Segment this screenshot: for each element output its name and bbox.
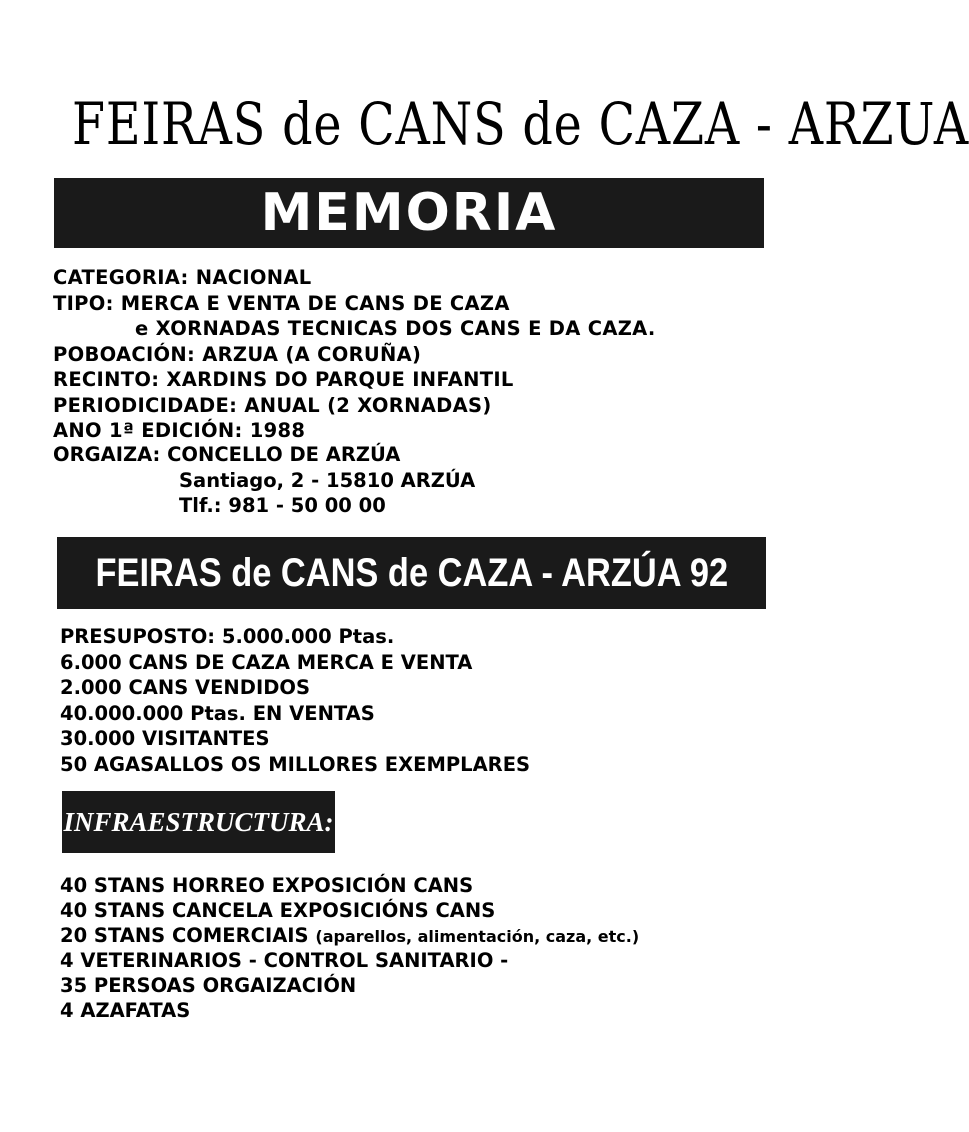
infraestructura-banner [62, 791, 335, 853]
info-tipo-cont: e XORNADAS TECNICAS DOS CANS E DA CAZA. [135, 317, 656, 340]
stat-cans-vendidos: 2.000 CANS VENDIDOS [60, 676, 311, 699]
infra-item [60, 923, 639, 948]
info-list [53, 265, 656, 444]
stats-list [60, 624, 530, 777]
infra-item-main: 20 STANS COMERCIAIS [60, 924, 309, 947]
stat-visitantes: 30.000 VISITANTES [60, 727, 270, 750]
infra-list [60, 873, 639, 1023]
page-title: FEIRAS de CANS de CAZA - ARZUA [72, 90, 969, 158]
info-categoria: CATEGORIA: NACIONAL [53, 266, 312, 289]
organiza-phone: Tlf.: 981 - 50 00 00 [179, 494, 386, 517]
info-ano-edicion: ANO 1ª EDICIÓN: 1988 [53, 419, 306, 442]
memoria-banner-label: MEMORIA [260, 183, 558, 243]
infra-item: 35 PERSOAS ORGAIZACIÓN [60, 974, 357, 997]
infra-item: 40 STANS CANCELA EXPOSICIÓNS CANS [60, 899, 496, 922]
feiras-92-banner [57, 537, 766, 609]
stat-ventas: 40.000.000 Ptas. EN VENTAS [60, 701, 375, 725]
infraestructura-banner-label: INFRAESTRUCTURA: [63, 806, 334, 837]
infra-item: 40 STANS HORREO EXPOSICIÓN CANS [60, 874, 474, 897]
infra-item: 4 VETERINARIOS - CONTROL SANITARIO - [60, 949, 509, 972]
info-periodicidade: PERIODICIDADE: ANUAL (2 XORNADAS) [53, 393, 492, 417]
memoria-banner [54, 178, 764, 248]
info-poboacion: POBOACIÓN: ARZUA (A CORUÑA) [53, 342, 422, 366]
stat-agasallos: 50 AGASALLOS OS MILLORES EXEMPLARES [60, 752, 531, 776]
organiza-address: Santiago, 2 - 15810 ARZÚA [179, 468, 476, 492]
info-tipo: TIPO: MERCA E VENTA DE CANS DE CAZA [53, 291, 510, 315]
infra-item: 4 AZAFATAS [60, 999, 191, 1022]
organiza-block [53, 442, 475, 519]
feiras-92-banner-label: FEIRAS de CANS de CAZA - ARZÚA 92 [95, 550, 728, 595]
infra-item-detail: (aparellos, alimentación, caza, etc.) [315, 927, 640, 946]
stat-cans-merca: 6.000 CANS DE CAZA MERCA E VENTA [60, 650, 473, 674]
organiza-line: ORGAIZA: CONCELLO DE ARZÚA [53, 443, 401, 466]
info-recinto: RECINTO: XARDINS DO PARQUE INFANTIL [53, 368, 514, 391]
stat-presuposto: PRESUPOSTO: 5.000.000 Ptas. [60, 625, 395, 648]
